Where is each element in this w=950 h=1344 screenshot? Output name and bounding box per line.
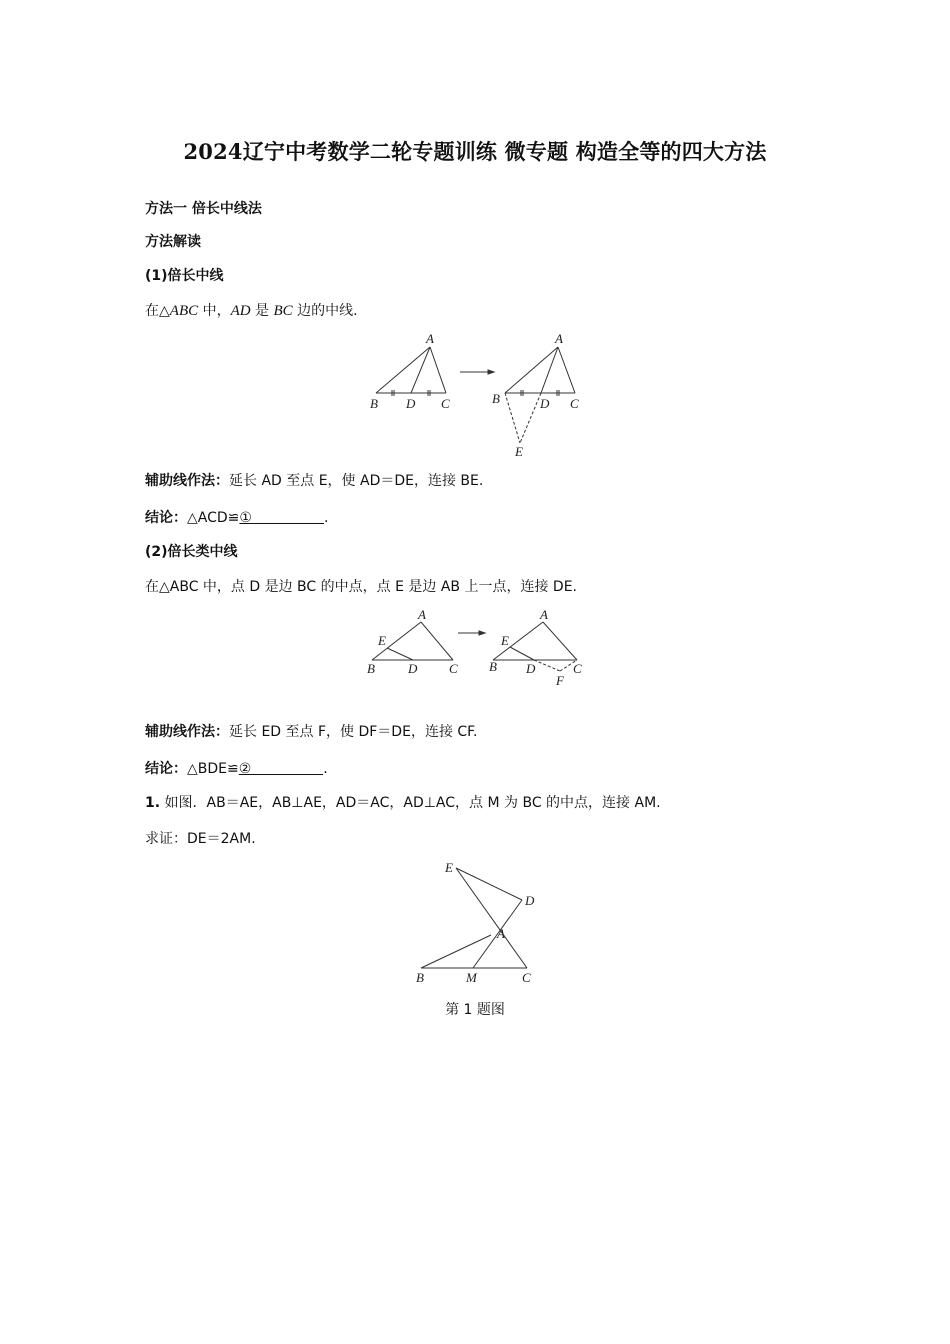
point-label: E	[445, 860, 453, 875]
method-heading: 方法一 倍长中线法	[145, 201, 262, 217]
point-label: D	[540, 396, 550, 411]
math-var: ABC	[169, 303, 199, 319]
figure-problem-1	[421, 868, 527, 968]
aux-label: 辅助线作法：	[145, 473, 229, 489]
blank-number: ①	[239, 510, 252, 526]
statement-text: 是	[250, 303, 274, 319]
point-label: C	[573, 661, 582, 676]
statement-text: 在△	[145, 303, 170, 319]
point-label: A	[418, 607, 426, 622]
point-label: B	[367, 661, 375, 676]
statement-text: 中，	[198, 303, 231, 319]
point-label: E	[515, 444, 523, 459]
part1-conclusion	[145, 508, 328, 528]
point-label: D	[526, 661, 536, 676]
math-var: AD	[230, 303, 251, 319]
point-label: A	[426, 331, 434, 346]
point-label: M	[466, 970, 477, 985]
problem1-statement	[145, 793, 661, 813]
statement-text: 边的中线.	[292, 303, 358, 319]
point-label: B	[492, 391, 500, 406]
method-reading-heading: 方法解读	[145, 234, 201, 250]
part1-heading: (1)倍长中线	[145, 268, 224, 284]
point-label: A	[497, 926, 505, 941]
part2-heading: (2)倍长类中线	[145, 544, 238, 560]
point-label: B	[370, 396, 378, 411]
answer-blank-1[interactable]	[252, 509, 324, 524]
part1-aux-line	[145, 471, 483, 491]
problem1-prove: 求证：DE＝2AM.	[145, 831, 256, 847]
aux-label: 辅助线作法：	[145, 724, 229, 740]
document-title: 2024辽宁中考数学二轮专题训练 微专题 构造全等的四大方法	[183, 139, 767, 164]
point-label: C	[441, 396, 450, 411]
figure-1-left	[376, 347, 446, 396]
point-label: A	[540, 607, 548, 622]
point-label: C	[522, 970, 531, 985]
figure-2-right	[493, 622, 577, 671]
answer-blank-2[interactable]	[251, 760, 323, 775]
point-label: F	[556, 673, 564, 688]
figure-2-left	[372, 622, 453, 660]
point-label: D	[525, 893, 535, 908]
conclusion-label: 结论：	[145, 761, 187, 777]
part2-aux-line	[145, 722, 477, 742]
figure-1-right	[505, 347, 575, 443]
point-label: C	[449, 661, 458, 676]
aux-text: 延长 ED 至点 F，使 DF＝DE，连接 CF.	[229, 724, 478, 740]
point-label: B	[416, 970, 424, 985]
problem-text: 如图．AB＝AE，AB⊥AE，AD＝AC，AD⊥AC，点 M 为 BC 的中点，连接 AM.	[160, 795, 661, 811]
part2-conclusion	[145, 759, 328, 779]
arrow-icon	[460, 370, 494, 374]
blank-number: ②	[238, 761, 252, 777]
conclusion-end: .	[323, 761, 328, 777]
conclusion-end: .	[323, 510, 329, 526]
conclusion-text: △ACD≌	[187, 510, 240, 526]
point-label: C	[570, 396, 579, 411]
part2-statement: 在△ABC 中，点 D 是边 BC 的中点，点 E 是边 AB 上一点，连接 DE.	[145, 579, 577, 595]
conclusion-text: △BDE≌	[187, 761, 239, 777]
aux-text: 延长 AD 至点 E，使 AD＝DE，连接 BE.	[229, 473, 484, 489]
point-label: E	[501, 633, 509, 648]
point-label: D	[408, 661, 418, 676]
point-label: E	[378, 633, 386, 648]
problem-number: 1.	[145, 795, 161, 811]
math-var: BC	[273, 303, 293, 319]
point-label: D	[406, 396, 416, 411]
point-label: B	[489, 659, 497, 674]
arrow-icon	[458, 631, 485, 635]
part1-statement	[145, 301, 358, 321]
conclusion-label: 结论：	[145, 510, 187, 526]
point-label: A	[555, 331, 563, 346]
figure-caption: 第 1 题图	[445, 1002, 505, 1018]
